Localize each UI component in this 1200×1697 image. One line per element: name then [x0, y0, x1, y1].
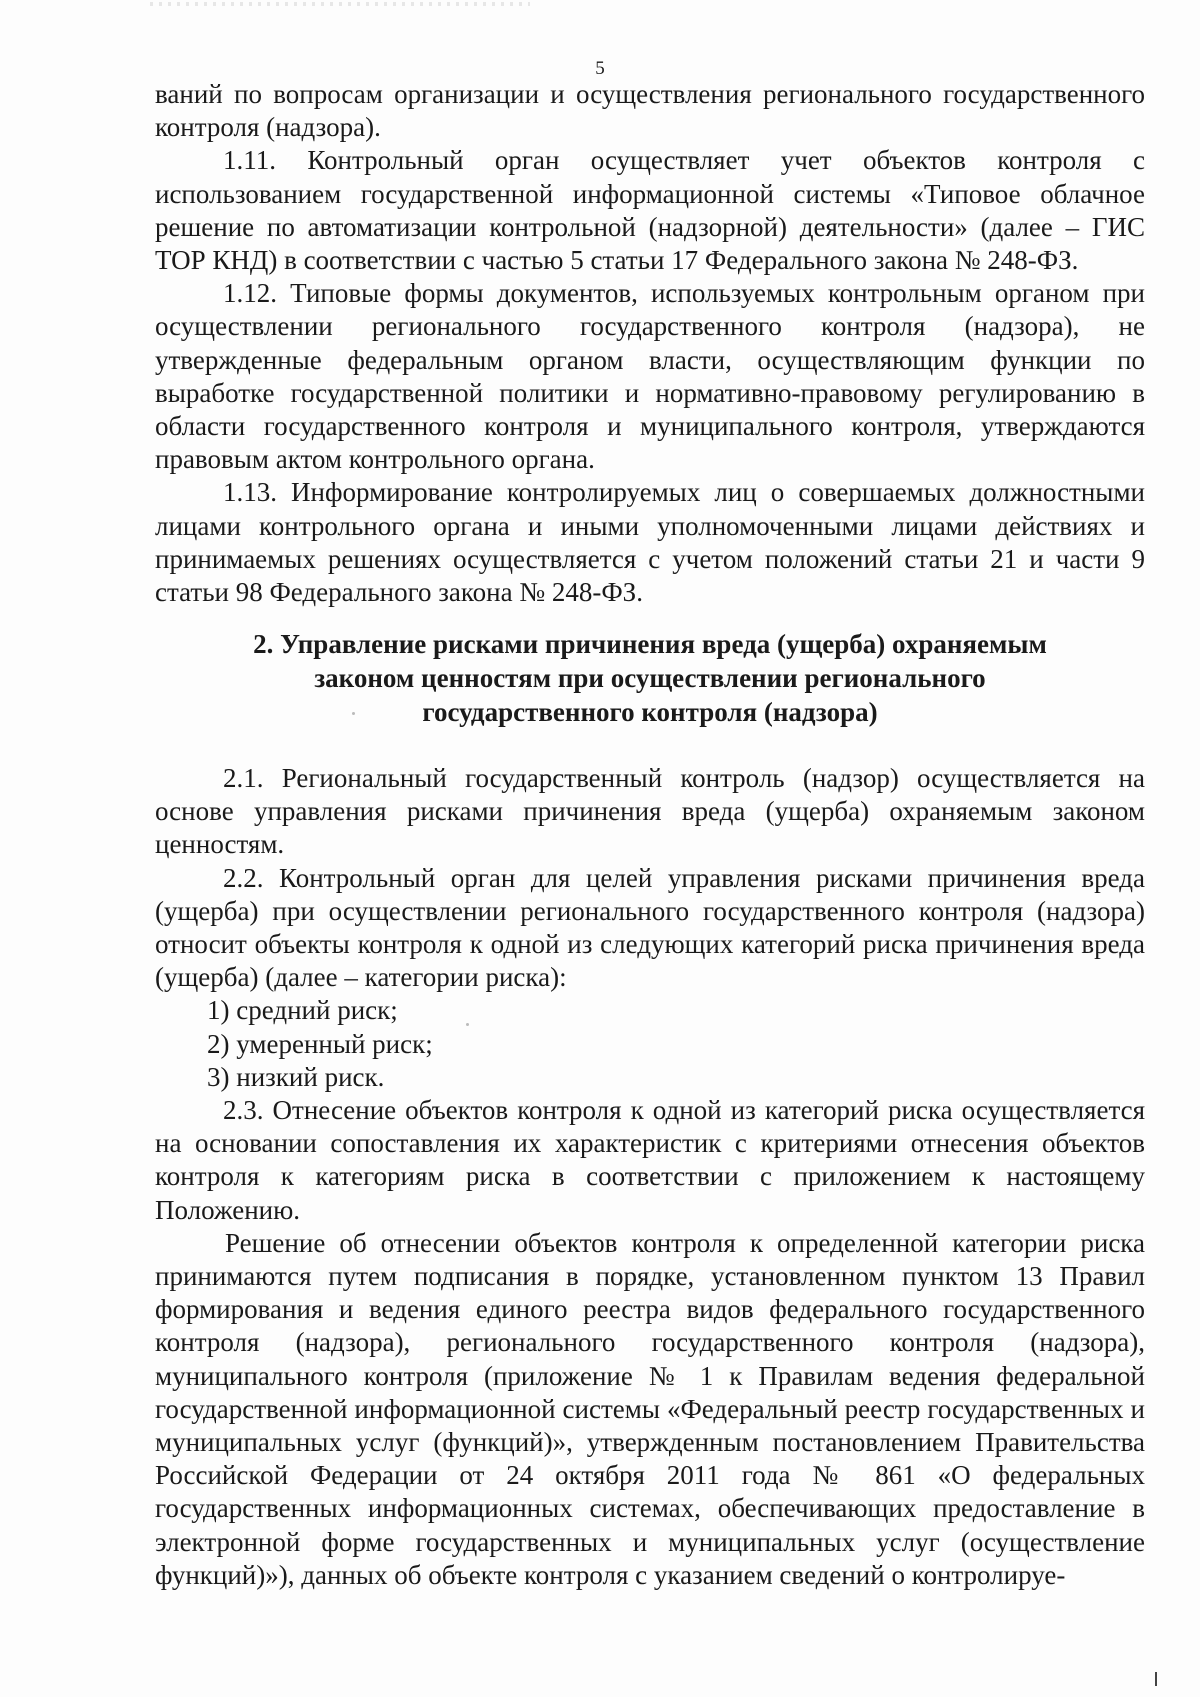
scan-artifact [150, 2, 530, 6]
paragraph-2-2: 2.2. Контрольный орган для целей управления рисками причинения вреда (ущерба) при осуществлении регионального государственного контроля (надзора) относит объекты контроля к одной из следующих категорий риска причинения вреда (ущерба) (далее – категории риска): [155, 862, 1145, 993]
paragraph-2-3: 2.3. Отнесение объектов контроля к одной из категорий риска осуществляется на основании сопоставления их характеристик с критериями отнесения объектов контроля к категориям риска в соответствии с приложением к настоящему Положению. [155, 1095, 1145, 1225]
scan-speck [352, 712, 355, 715]
paragraph-2-1: 2.1. Региональный государственный контроль (надзор) осуществляется на основе управления рисками причинения вреда (ущерба) охраняемым законом ценностям. [155, 763, 1145, 860]
risk-list-item: 1) средний риск; [207, 995, 398, 1026]
section2-text [155, 762, 1145, 1592]
paragraph-1-12: 1.12. Типовые формы документов, используемых контрольным органом при осуществлении регионального государственного контроля (надзора), не утвержденные федеральным органом власти, осуществляющим функции по выработке государственной политики и нормативно-правовому регулированию в области государственного контроля и муниципального контроля, утверждаются правовым актом контрольного органа. [155, 278, 1145, 475]
section2-heading-line1: 2. Управление рисками причинения вреда (ущерба) охраняемым [253, 629, 1047, 659]
section2-heading-line2: законом ценностям при осуществлении регионального [314, 663, 986, 693]
paragraph-1-13: 1.13. Информирование контролируемых лиц о совершаемых должностными лицами контрольного органа и иными уполномоченными лицами действиях и принимаемых решениях осуществляется с учетом положений статьи 21 и части 9 статьи 98 Федерального закона № 248-ФЗ. [155, 477, 1145, 608]
scan-speck [466, 1023, 469, 1026]
paragraph-continuation: ваний по вопросам организации и осуществления регионального государственного контроля (надзора). [155, 79, 1145, 143]
page-number: 5 [595, 58, 605, 79]
section2-heading-line3: государственного контроля (надзора) [422, 697, 878, 727]
section2-heading [155, 627, 1145, 729]
risk-list-item: 2) умеренный риск; [207, 1028, 433, 1059]
margin-mark [1155, 1672, 1157, 1686]
paragraph-1-11: 1.11. Контрольный орган осуществляет учет объектов контроля с использованием государственной информационной системы «Типовое облачное решение по автоматизации контрольной (надзорной) деятельности» (далее – ГИС ТОР КНД) в соответствии с частью 5 статьи 17 Федерального закона № 248-ФЗ. [155, 145, 1145, 276]
risk-list-item: 3) низкий риск. [207, 1061, 385, 1092]
section1-text [155, 78, 1145, 609]
paragraph-decision: Решение об отнесении объектов контроля к определенной категории риска принимаются путем подписания в порядке, установленном пунктом 13 Правил формирования и ведения единого реестра видов федерального государственного контроля (надзора), регионального государственного контроля (надзора), муниципального контроля (приложение № 1 к Правилам ведения федеральной государственной информационной системы «Федеральный реестр государственных и муниципальных услуг (функций)», утвержденным постановлением Правительства Российской Федерации от 24 октября 2011 года № 861 «О федеральных государственных информационных системах, обеспечивающих предоставление в электронной форме государственных и муниципальных услуг (осуществление функций)»), данных об объекте контроля с указанием сведений о контролируе- [155, 1227, 1145, 1590]
